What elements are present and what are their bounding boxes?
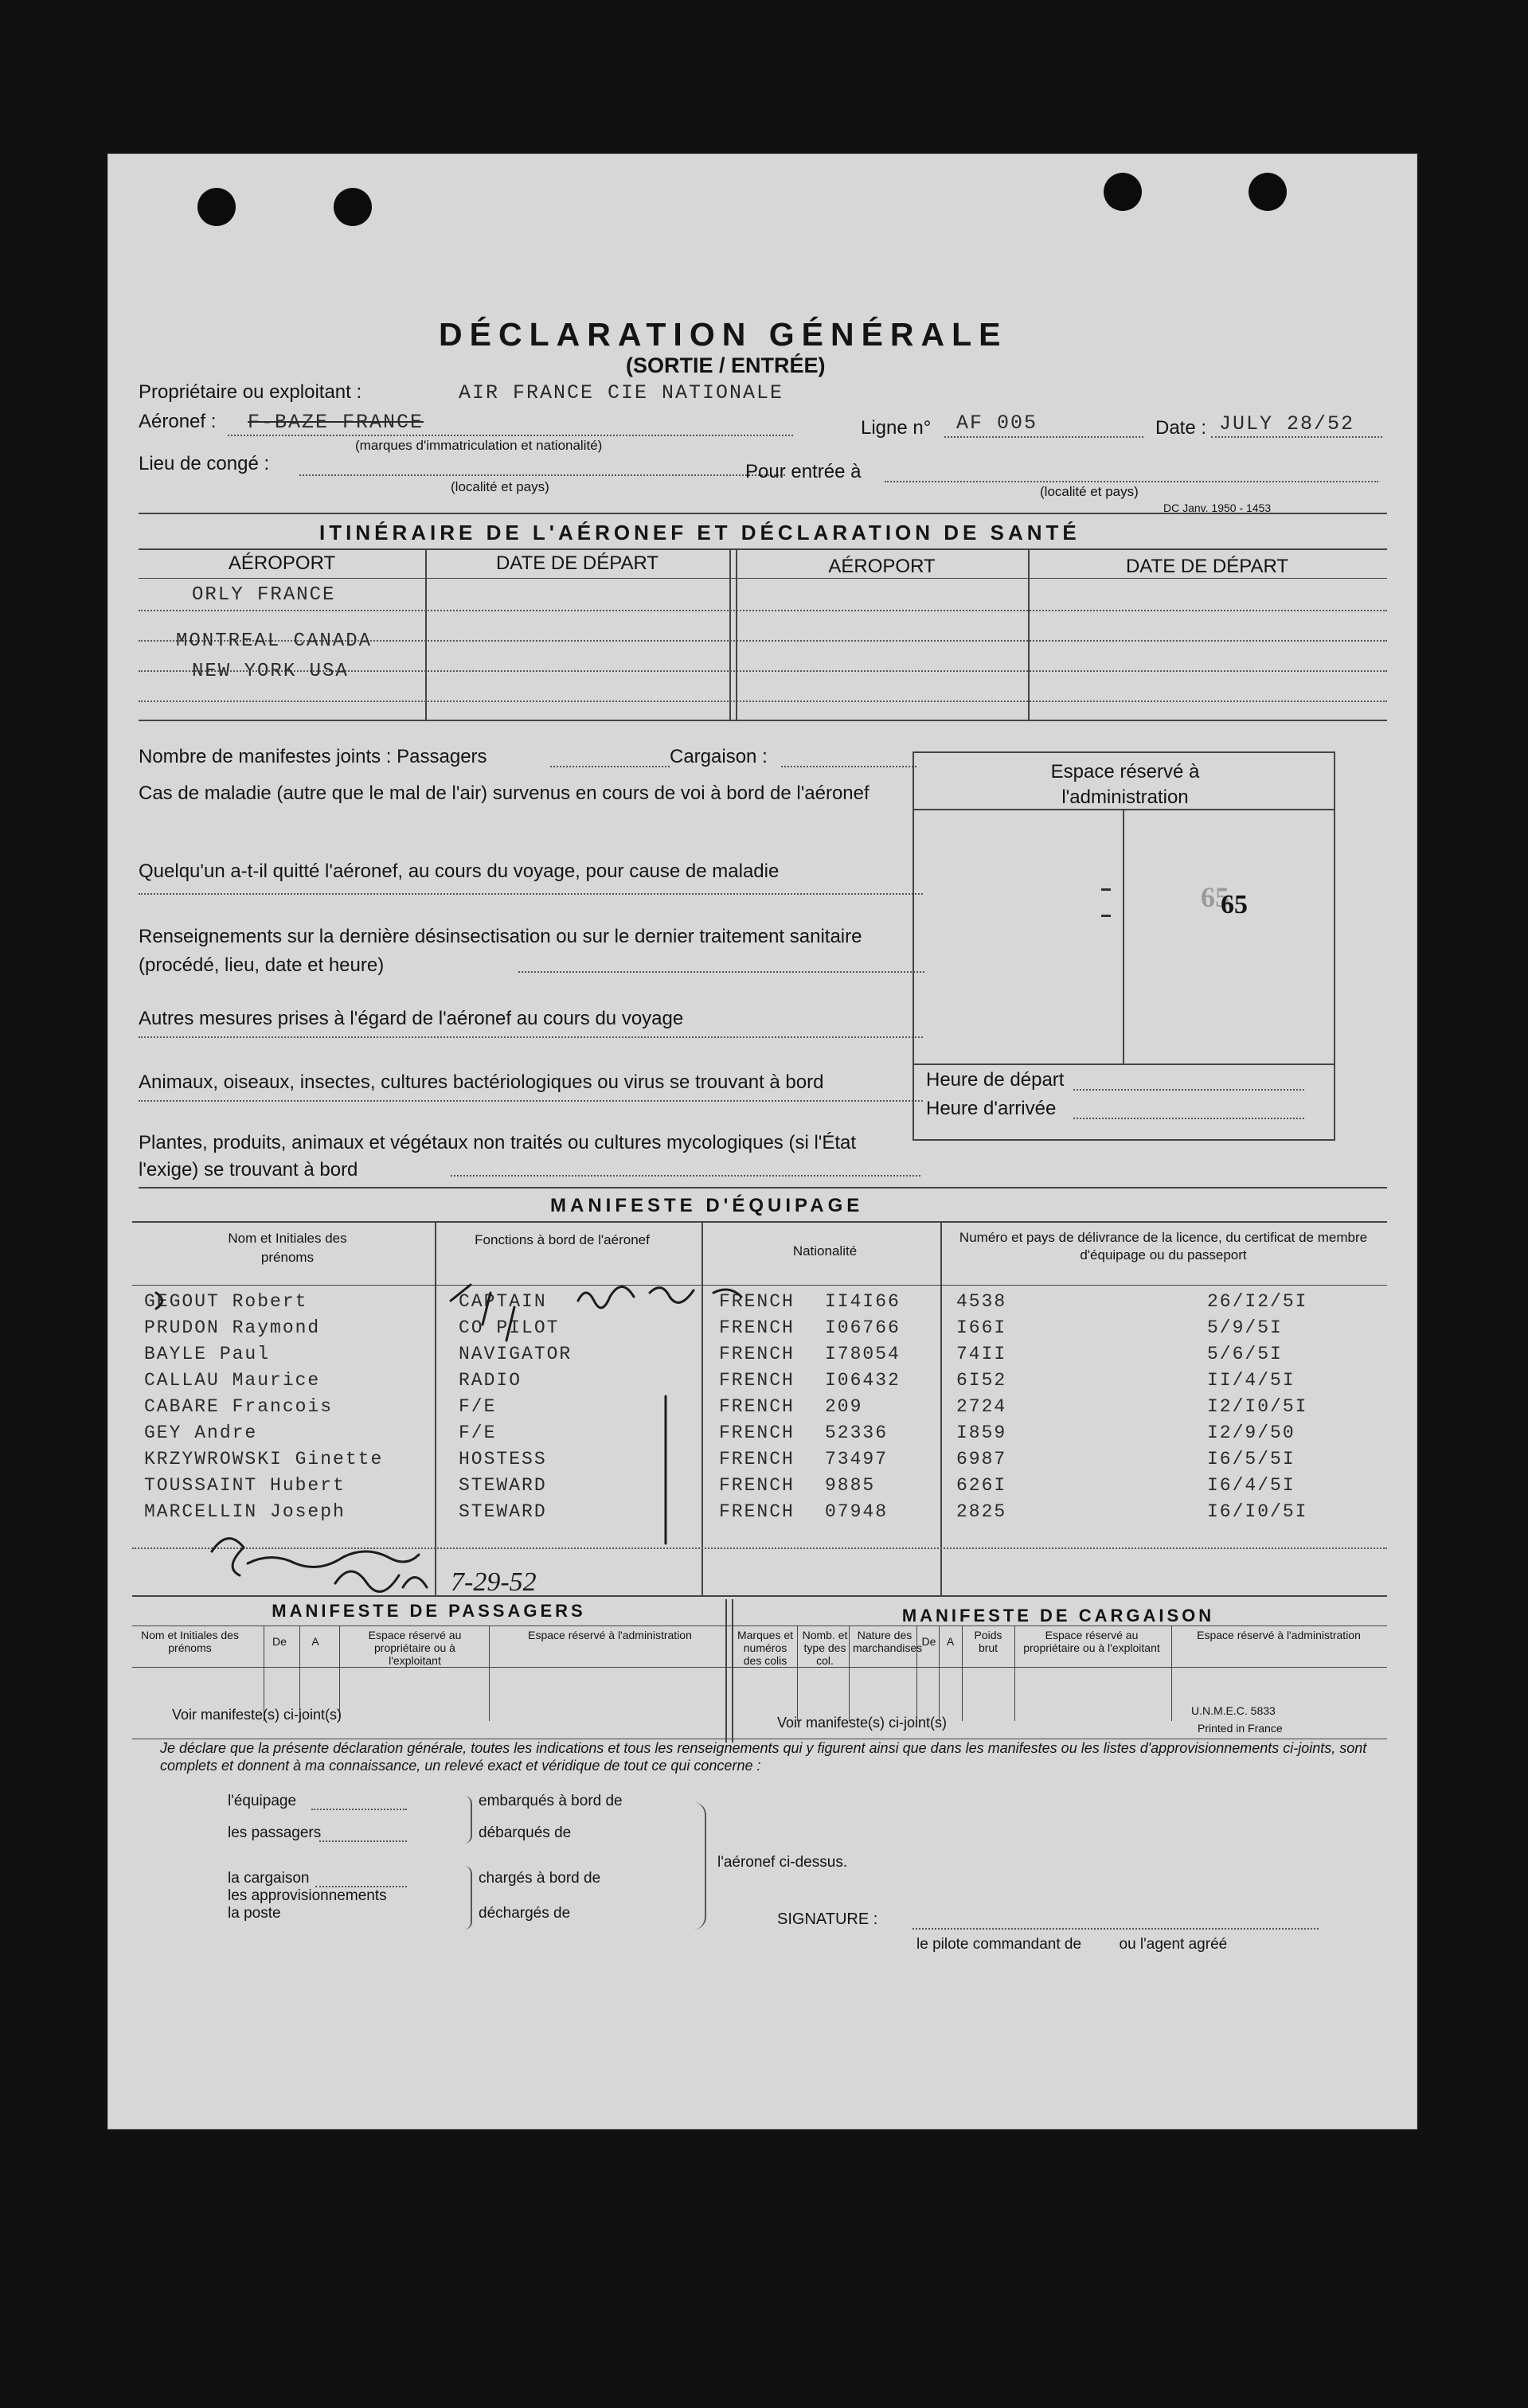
cargo-weight-header: Poids brut [974, 1629, 1002, 1655]
declaration-disembarked: débarqués de [479, 1825, 572, 1841]
declaration-aircraft-above: l'aéronef ci-dessus. [717, 1854, 848, 1871]
crew-function: HOSTESS [459, 1449, 547, 1469]
bracket [463, 1796, 472, 1844]
aircraft-label: Aéronef : [139, 411, 217, 432]
crew-name: TOUSSAINT Hubert [144, 1475, 346, 1496]
document-title: DÉCLARATION GÉNÉRALE [439, 316, 1008, 353]
crew-passport-number: 52336 [825, 1423, 889, 1443]
cargo-owner-header: Espace réservé au propriétaire ou à l'exploitant [1023, 1629, 1160, 1655]
crew-name: MARCELLIN Joseph [144, 1501, 346, 1522]
passenger-manifest-title: MANIFESTE DE PASSAGERS [272, 1601, 586, 1621]
declaration-embarked: embarqués à bord de [479, 1793, 623, 1809]
crew-licence-number: 2724 [956, 1396, 1007, 1417]
itinerary-date-header: DATE DE DÉPART [495, 552, 659, 574]
crew-passport-number: I78054 [825, 1344, 901, 1364]
crew-licence-number: 6987 [956, 1449, 1007, 1469]
crew-licence-date: I2/I0/5I [1207, 1396, 1308, 1417]
departure-note: (localité et pays) [451, 479, 549, 494]
crew-function: F/E [459, 1396, 497, 1417]
declaration-passengers: les passagers [228, 1825, 322, 1841]
admin-stamp: 65 [1221, 890, 1248, 919]
crew-nationality: FRENCH [719, 1396, 795, 1417]
cargo-count-label: Cargaison : [670, 746, 768, 767]
health-question-animals: Animaux, oiseaux, insectes, cultures bactériologiques ou virus se trouvant à bord [139, 1071, 824, 1093]
crew-licence-number: 626I [956, 1475, 1007, 1496]
crew-function: F/E [459, 1423, 497, 1443]
form-reference: DC Janv. 1950 - 1453 [1163, 502, 1272, 514]
health-question-disinsection: Renseignements sur la dernière désinsectisation ou sur le dernier traitement sanitaire (procédé, lieu, date et heure) [139, 926, 862, 976]
cargo-from-header: De [921, 1635, 936, 1648]
crew-function: RADIO [459, 1370, 522, 1391]
arrival-time-label: Heure d'arrivée [926, 1098, 1057, 1119]
crew-passport-number: 73497 [825, 1449, 889, 1469]
signer-caption: le pilote commandant de ou l'agent agréé [916, 1936, 1228, 1953]
owner-label: Propriétaire ou exploitant : [139, 381, 362, 403]
crew-licence-date: I2/9/50 [1207, 1423, 1295, 1443]
crew-nationality: FRENCH [719, 1423, 795, 1443]
crew-passport-number: II4I66 [825, 1291, 901, 1312]
line-value: AF 005 [956, 412, 1038, 435]
cargo-admin-header: Espace réservé à l'administration [1197, 1629, 1361, 1641]
itinerary-title: ITINÉRAIRE DE L'AÉRONEF ET DÉCLARATION DE SANTÉ [319, 521, 1081, 544]
crew-nationality: FRENCH [719, 1475, 795, 1496]
crew-name: KRZYWROWSKI Ginette [144, 1449, 384, 1469]
aircraft-value: F-BAZE FRANCE [248, 411, 424, 434]
admin-stamp-faint: 65 [1201, 881, 1229, 913]
crew-nationality: FRENCH [719, 1291, 795, 1312]
health-question-left-aircraft: Quelqu'un a-t-il quitté l'aéronef, au cours du voyage, pour cause de maladie [139, 861, 780, 882]
handwritten-date: 7-29-52 [451, 1567, 537, 1597]
itinerary-airport: ORLY FRANCE [192, 584, 336, 606]
cargo-count-header: Nomb. et type des col. [802, 1629, 848, 1668]
crew-function: CO PILOT [459, 1317, 560, 1338]
signature-label: SIGNATURE : [777, 1910, 878, 1928]
crew-function: CAPTAIN [459, 1291, 547, 1312]
cargo-nature-header: Nature des marchandises [853, 1629, 923, 1655]
crew-licence-number: I859 [956, 1423, 1007, 1443]
itinerary-airport: MONTREAL CANADA [176, 630, 373, 652]
declaration-mail: la poste [228, 1905, 281, 1922]
crew-manifest-title: MANIFESTE D'ÉQUIPAGE [550, 1195, 864, 1216]
signature-line[interactable] [913, 1928, 1319, 1930]
itinerary-airport: NEW YORK USA [192, 661, 349, 682]
passenger-name-header: Nom et Initiales des prénoms [141, 1629, 239, 1655]
passenger-owner-header: Espace réservé au propriétaire ou à l'exploitant [368, 1629, 462, 1668]
line-label: Ligne n° [861, 417, 932, 439]
admin-box-title: Espace réservé à l'administration [1050, 761, 1200, 809]
crew-licence-number: 4538 [956, 1291, 1007, 1312]
crew-nationality: FRENCH [719, 1449, 795, 1469]
declaration-cargo: la cargaison [228, 1870, 310, 1887]
declaration-crew: l'équipage [228, 1793, 297, 1809]
declaration-unloaded: déchargés de [479, 1905, 571, 1922]
cargo-imprint: U.N.M.E.C. 5833 [1191, 1704, 1276, 1717]
crew-name: PRUDON Raymond [144, 1317, 321, 1338]
crew-name: CABARE Francois [144, 1396, 334, 1417]
crew-licence-number: 74II [956, 1344, 1007, 1364]
crew-licence-date: 5/6/5I [1207, 1344, 1283, 1364]
crew-licence-number: I66I [956, 1317, 1007, 1338]
crew-name-header: Nom et Initiales des prénoms [228, 1231, 347, 1265]
crew-licence-number: 2825 [956, 1501, 1007, 1522]
document-subtitle: (SORTIE / ENTRÉE) [626, 353, 826, 377]
crew-licence-header: Numéro et pays de délivrance de la licence, du certificat de membre d'équipage ou du passeport [959, 1230, 1368, 1263]
crew-function-header: Fonctions à bord de l'aéronef [475, 1232, 650, 1247]
declaration-supplies: les approvisionnements [228, 1887, 387, 1904]
aircraft-note: (marques d'immatriculation et nationalité) [355, 438, 603, 453]
crew-nationality: FRENCH [719, 1344, 795, 1364]
departure-time-label: Heure de départ [926, 1069, 1065, 1091]
crew-licence-date: II/4/5I [1207, 1370, 1295, 1391]
crew-function: NAVIGATOR [459, 1344, 573, 1364]
crew-nationality: FRENCH [719, 1317, 795, 1338]
health-question-other-measures: Autres mesures prises à l'égard de l'aéronef au cours du voyage [139, 1008, 684, 1029]
crew-licence-date: I6/4/5I [1207, 1475, 1295, 1496]
crew-licence-date: 26/I2/5I [1207, 1291, 1308, 1312]
passenger-from-header: De [272, 1635, 287, 1648]
entry-label: Pour entrée à [745, 461, 862, 482]
cargo-to-header: A [946, 1635, 955, 1648]
crew-licence-number: 6I52 [956, 1370, 1007, 1391]
date-label: Date : [1155, 417, 1207, 439]
cargo-manifest-title: MANIFESTE DE CARGAISON [901, 1606, 1215, 1625]
health-question-illness: Cas de maladie (autre que le mal de l'air) survenus en cours de voi à bord de l'aéronef [139, 783, 870, 804]
document-sheet [107, 154, 1417, 2129]
itinerary-date-header: DATE DE DÉPART [1125, 556, 1289, 577]
bracket [463, 1866, 472, 1930]
entry-note: (localité et pays) [1040, 484, 1139, 499]
date-value: JULY 28/52 [1219, 412, 1355, 435]
crew-passport-number: 07948 [825, 1501, 889, 1522]
cargo-see-attached: Voir manifeste(s) ci-joint(s) [777, 1715, 948, 1731]
itinerary-airport-header: AÉROPORT [228, 552, 336, 574]
owner-value: AIR FRANCE CIE NATIONALE [459, 381, 784, 404]
cargo-imprint: Printed in France [1198, 1722, 1283, 1735]
crew-passport-number: I06766 [825, 1317, 901, 1338]
crew-licence-date: 5/9/5I [1207, 1317, 1283, 1338]
crew-passport-number: I06432 [825, 1370, 901, 1391]
crew-nationality: FRENCH [719, 1501, 795, 1522]
crew-nationality-header: Nationalité [792, 1243, 858, 1259]
crew-passport-number: 9885 [825, 1475, 876, 1496]
departure-label: Lieu de congé : [139, 453, 270, 474]
declaration-text: Je déclare que la présente déclaration générale, toutes les indications et tous les renseignements qui y figurent ainsi que dans les manifestes ou les listes d'approvisionnements ci-joints, sont complets et donnent à ma connaissance, un relevé exact et véridique de tout ce qui concerne : [160, 1740, 1367, 1774]
itinerary-airport-header: AÉROPORT [828, 556, 936, 577]
crew-licence-date: I6/5/5I [1207, 1449, 1295, 1469]
declaration-loaded: chargés à bord de [479, 1870, 601, 1887]
passenger-see-attached: Voir manifeste(s) ci-joint(s) [172, 1707, 342, 1723]
manifests-label: Nombre de manifestes joints : Passagers [139, 746, 487, 767]
health-question-plants: Plantes, produits, animaux et végétaux non traités ou cultures mycologiques (si l'État l'exige) se trouvant à bord [139, 1132, 857, 1181]
crew-function: STEWARD [459, 1501, 547, 1522]
crew-name: GEY Andre [144, 1423, 258, 1443]
crew-licence-date: I6/I0/5I [1207, 1501, 1308, 1522]
passenger-to-header: A [311, 1635, 319, 1648]
crew-passport-number: 209 [825, 1396, 863, 1417]
crew-function: STEWARD [459, 1475, 547, 1496]
bracket [694, 1802, 706, 1930]
crew-name: GEGOUT Robert [144, 1291, 308, 1312]
crew-nationality: FRENCH [719, 1370, 795, 1391]
cargo-marks-header: Marques et numéros des colis [737, 1629, 794, 1668]
passenger-admin-header: Espace réservé à l'administration [528, 1629, 692, 1641]
crew-name: CALLAU Maurice [144, 1370, 321, 1391]
crew-name: BAYLE Paul [144, 1344, 271, 1364]
